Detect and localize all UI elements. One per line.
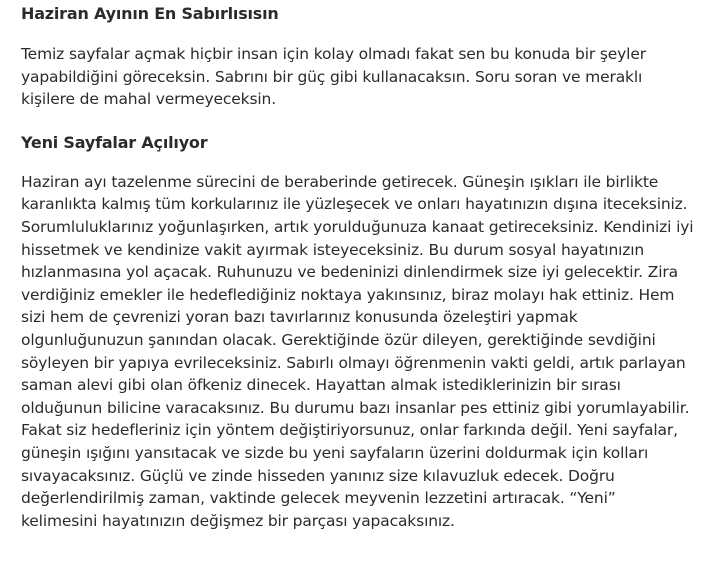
- section-title-new-pages: Yeni Sayfalar Açılıyor: [21, 132, 208, 152]
- section-body-patience: Temiz sayfalar açmak hiçbir insan için kolay olmadı fakat sen bu konuda bir şeyler yapabildiğini göreceksin. Sabrını bir güç gibi kullanacaksın. Soru soran ve meraklı kişilere de mahal vermeyeceksin.: [21, 45, 646, 109]
- section-title-patience: Haziran Ayının En Sabırlısısın: [21, 4, 279, 23]
- section-body-new-pages: Haziran ayı tazelenme sürecini de beraberinde getirecek. Güneşin ışıkları ile birlikte karanlıkta kalmış tüm korkularınız ile yüzleşecek ve onları hayatınızın dışına iteceksiniz. Sorumluluklarınız yoğunlaşırken, artık yorulduğunuza kanaat getireceksiniz. Kendinizi iyi hissetmek ve kendinize vakit ayırmak isteyeceksiniz. Bu durum sosyal hayatınızın hızlanmasına yol açacak. Ruhunuzu ve bedeninizi dinlendirmek size iyi gelecektir. Zira verdiğiniz emekler ile hedeflediğiniz noktaya yakınsınız, biraz molayı hak ettiniz. Hem sizi hem de çevrenizi yoran bazı tavırlarınız konusunda özeleştiri yapmak olgunluğunuzun şanından olacak. Gerektiğinde özür dileyen, gerektiğinde sevdiğini söyleyen bir yapıya evrileceksiniz. Sabırlı olmayı öğrenmenin vakti geldi, artık parlayan saman alevi gibi olan öfkeniz dinecek. Hayattan almak istediklerinizin bir sırası olduğunun bilicine varacaksınız. Bu durumu bazı insanlar pes ettiniz gibi yorumlayabilir. Fakat siz hedefleriniz için yöntem değiştiriyorsunuz, onlar farkında değil. Yeni sayfalar, güneşin ışığını yansıtacak ve sizde bu yeni sayfaların üzerini doldurmak için kolları sıvayacaksınız. Güçlü ve zinde hisseden yanınız size kılavuzluk edecek. Doğru değerlendirilmiş zaman, vaktinde gelecek meyvenin lezzetini artıracak. “Yeni” kelimesini hayatınızın değişmez bir parçası yapacaksınız.: [21, 172, 694, 530]
